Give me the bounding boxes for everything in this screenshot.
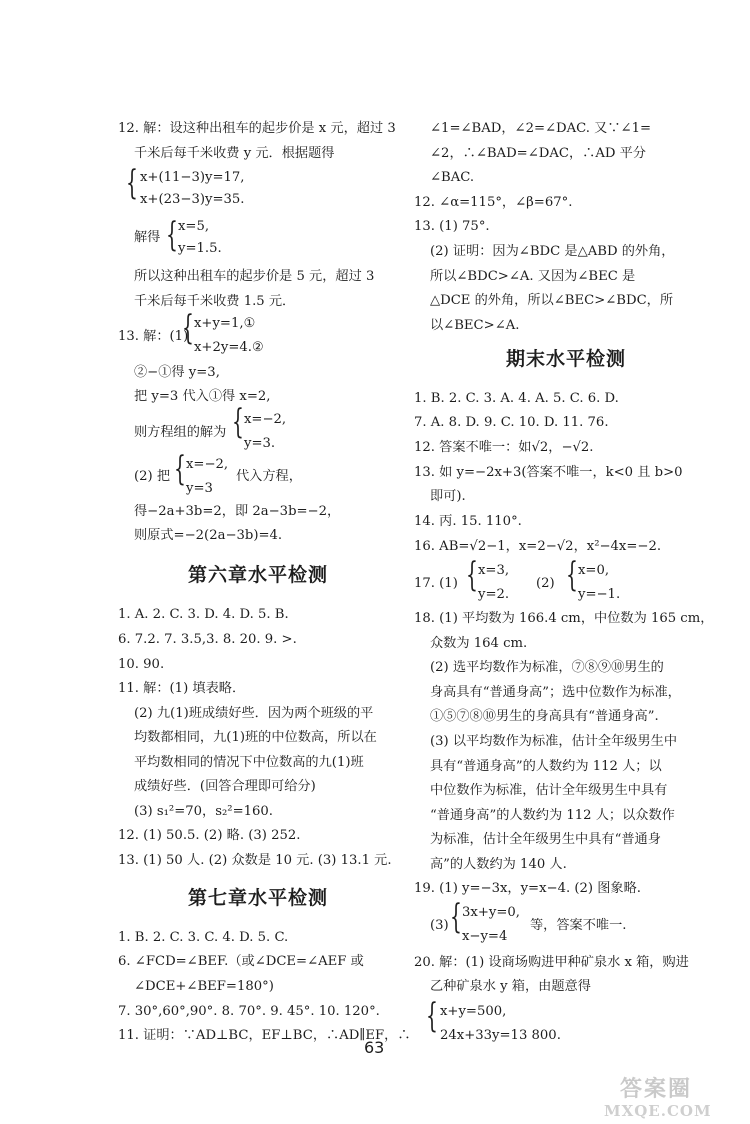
- equation-line: y=1.5.: [178, 241, 222, 256]
- answer-line: 19. (1) y=−3x，y=x−4. (2) 图象略.: [414, 881, 641, 896]
- answer-line: 6. ∠FCD=∠BEF.（或∠DCE=∠AEF 或: [118, 954, 364, 969]
- equation-line: x=0,: [578, 563, 610, 578]
- equation-line: x=5,: [178, 219, 210, 234]
- answer-line: 均数都相同，九(1)班的中位数高，所以在: [134, 730, 377, 745]
- equation-line: x−y=4: [462, 929, 508, 944]
- text-line: (2) 证明：因为∠BDC 是△ABD 的外角，: [430, 244, 675, 259]
- section-heading: 第六章水平检测: [188, 564, 329, 586]
- text-line: 以∠BEC>∠A.: [430, 318, 520, 333]
- text-line: 则原式=−2(2a−3b)=4.: [134, 528, 283, 543]
- brace: {: [450, 897, 462, 937]
- answer-line: 17. (1): [414, 576, 458, 591]
- equation-line: y=3.: [244, 436, 276, 451]
- brace: {: [232, 402, 244, 442]
- text-line: (2) 把: [134, 469, 171, 484]
- answer-line: 11. 证明：∵AD⊥BC，EF⊥BC，∴AD∥EF，∴: [118, 1028, 411, 1043]
- equation-line: x+(23−3)y=35.: [140, 192, 245, 207]
- answer-line: 1. A. 2. C. 3. D. 4. D. 5. B.: [118, 607, 289, 622]
- brace: {: [182, 308, 194, 348]
- brace: {: [126, 163, 138, 203]
- text-line: 则方程组的解为: [134, 425, 227, 440]
- answer-line: 乙种矿泉水 y 箱，由题意得: [430, 979, 591, 994]
- answer-line: 18. (1) 平均数为 166.4 cm，中位数为 165 cm，: [414, 611, 714, 626]
- text-line: 得−2a+3b=2，即 2a−3b=−2，: [134, 504, 341, 519]
- brace: {: [426, 996, 438, 1036]
- equation-line: x+y=500,: [440, 1004, 507, 1019]
- answer-line: 12. (1) 50.5. (2) 略. (3) 252.: [118, 828, 301, 843]
- answer-line: (3) 以平均数作为标准，估计全年级男生中: [430, 734, 678, 749]
- text-line: 千米后每千米收费 1.5 元．: [134, 294, 296, 309]
- answer-line: (2) 选平均数作为标准，⑦⑧⑨⑩男生的: [430, 660, 664, 675]
- equation-line: 3x+y=0,: [462, 905, 520, 920]
- answer-line: 11. 解：(1) 填表略．: [118, 681, 246, 696]
- brace: {: [174, 449, 186, 489]
- answer-line: 7. 30°,60°,90°. 8. 70°. 9. 45°. 10. 120°.: [118, 1004, 380, 1019]
- text-line: 解得: [134, 230, 161, 245]
- equation-line: x=−2,: [244, 412, 287, 427]
- answer-line: 高”的人数约为 140 人.: [430, 857, 567, 872]
- brace: {: [166, 215, 178, 255]
- answer-line: 12. 答案不唯一：如√2，−√2.: [414, 440, 594, 455]
- text-line: 12. ∠α=115°，∠β=67°.: [414, 195, 573, 210]
- text-line: 千米后每千米收费 y 元．根据题得: [134, 146, 335, 161]
- answer-line: 13. (1) 50 人. (2) 众数是 10 元. (3) 13.1 元.: [118, 853, 392, 868]
- text-line: 代入方程，: [236, 469, 302, 484]
- equation-line: x=3,: [478, 563, 510, 578]
- answer-line: 身高具有“普通身高”；选中位数作为标准，: [430, 685, 681, 700]
- equation-line: y=3: [186, 481, 213, 496]
- answer-line: (2) 九(1)班成绩好些．因为两个班级的平: [134, 706, 374, 721]
- text-line: △DCE 的外角，所以∠BEC>∠BDC，所: [430, 293, 674, 308]
- page-number: 63: [364, 1038, 385, 1057]
- answer-line: 中位数作为标准，估计全年级男生中具有: [430, 783, 668, 798]
- brace: {: [466, 555, 478, 595]
- answer-line: 14. 丙. 15. 110°.: [414, 514, 522, 529]
- text-line: 13. (1) 75°.: [414, 219, 490, 234]
- answer-line: 为标准，估计全年级男生中具有“普通身: [430, 832, 661, 847]
- text-line: 所以这种出租车的起步价是 5 元，超过 3: [134, 269, 375, 284]
- equation-line: x+y=1,①: [194, 316, 256, 331]
- answer-line: 16. AB=√2−1，x=2−√2，x²−4x=−2.: [414, 539, 662, 554]
- answer-line: 6. 7.2. 7. 3.5,3. 8. 20. 9. >.: [118, 632, 297, 647]
- watermark-logo: 答案圈: [620, 1076, 693, 1102]
- answer-line: (3) s₁²=70，s₂²=160.: [134, 804, 273, 819]
- watermark-url: MXQE.COM: [604, 1102, 712, 1120]
- section-heading: 期末水平检测: [506, 348, 627, 370]
- text-line: 把 y=3 代入①得 x=2,: [134, 389, 271, 404]
- text-line: 12. 解：设这种出租车的起步价是 x 元，超过 3: [118, 121, 396, 136]
- answer-line: 等，答案不唯一.: [530, 918, 627, 933]
- equation-line: x+(11−3)y=17,: [140, 170, 245, 185]
- answer-line: 1. B. 2. C. 3. C. 4. D. 5. C.: [118, 930, 289, 945]
- equation-line: y=−1.: [578, 587, 621, 602]
- answer-line: 成绩好些．(回答合理即可给分): [134, 779, 316, 794]
- answer-line: 众数为 164 cm.: [430, 636, 528, 651]
- answer-line: ∠DCE+∠BEF=180°): [134, 979, 274, 994]
- answer-line: 20. 解：(1) 设商场购进甲种矿泉水 x 箱，购进: [414, 955, 689, 970]
- text-line: ∠2，∴∠BAD=∠DAC，∴AD 平分: [430, 146, 646, 161]
- answer-line: 即可).: [430, 489, 466, 504]
- text-line: ∠1=∠BAD，∠2=∠DAC. 又∵∠1=: [430, 121, 652, 136]
- answer-line: 13. 如 y=−2x+3(答案不唯一，k<0 且 b>0: [414, 465, 683, 480]
- answer-line: (3): [430, 918, 449, 933]
- equation-line: x+2y=4.②: [194, 340, 264, 355]
- text-line: 13. 解：(1): [118, 329, 189, 344]
- equation-line: 24x+33y=13 800.: [440, 1028, 561, 1043]
- answer-line: 1. B. 2. C. 3. A. 4. A. 5. C. 6. D.: [414, 391, 619, 406]
- answer-line: (2): [536, 576, 555, 591]
- equation-line: x=−2,: [186, 457, 229, 472]
- answer-line: 平均数相同的情况下中位数高的九(1)班: [134, 755, 364, 770]
- equation-line: y=2.: [478, 587, 510, 602]
- section-heading: 第七章水平检测: [188, 887, 329, 909]
- answer-line: 具有“普通身高”的人数约为 112 人；以: [430, 759, 662, 774]
- text-line: ∠BAC.: [430, 170, 475, 185]
- text-line: 所以∠BDC>∠A. 又因为∠BEC 是: [430, 269, 636, 284]
- brace: {: [566, 555, 578, 595]
- answer-line: ①⑤⑦⑧⑩男生的身高具有“普通身高”.: [430, 709, 659, 724]
- answer-line: 10. 90.: [118, 657, 165, 672]
- answer-line: 7. A. 8. D. 9. C. 10. D. 11. 76.: [414, 415, 609, 430]
- answer-line: “普通身高”的人数约为 112 人；以众数作: [430, 808, 675, 823]
- text-line: ②−①得 y=3,: [134, 365, 220, 380]
